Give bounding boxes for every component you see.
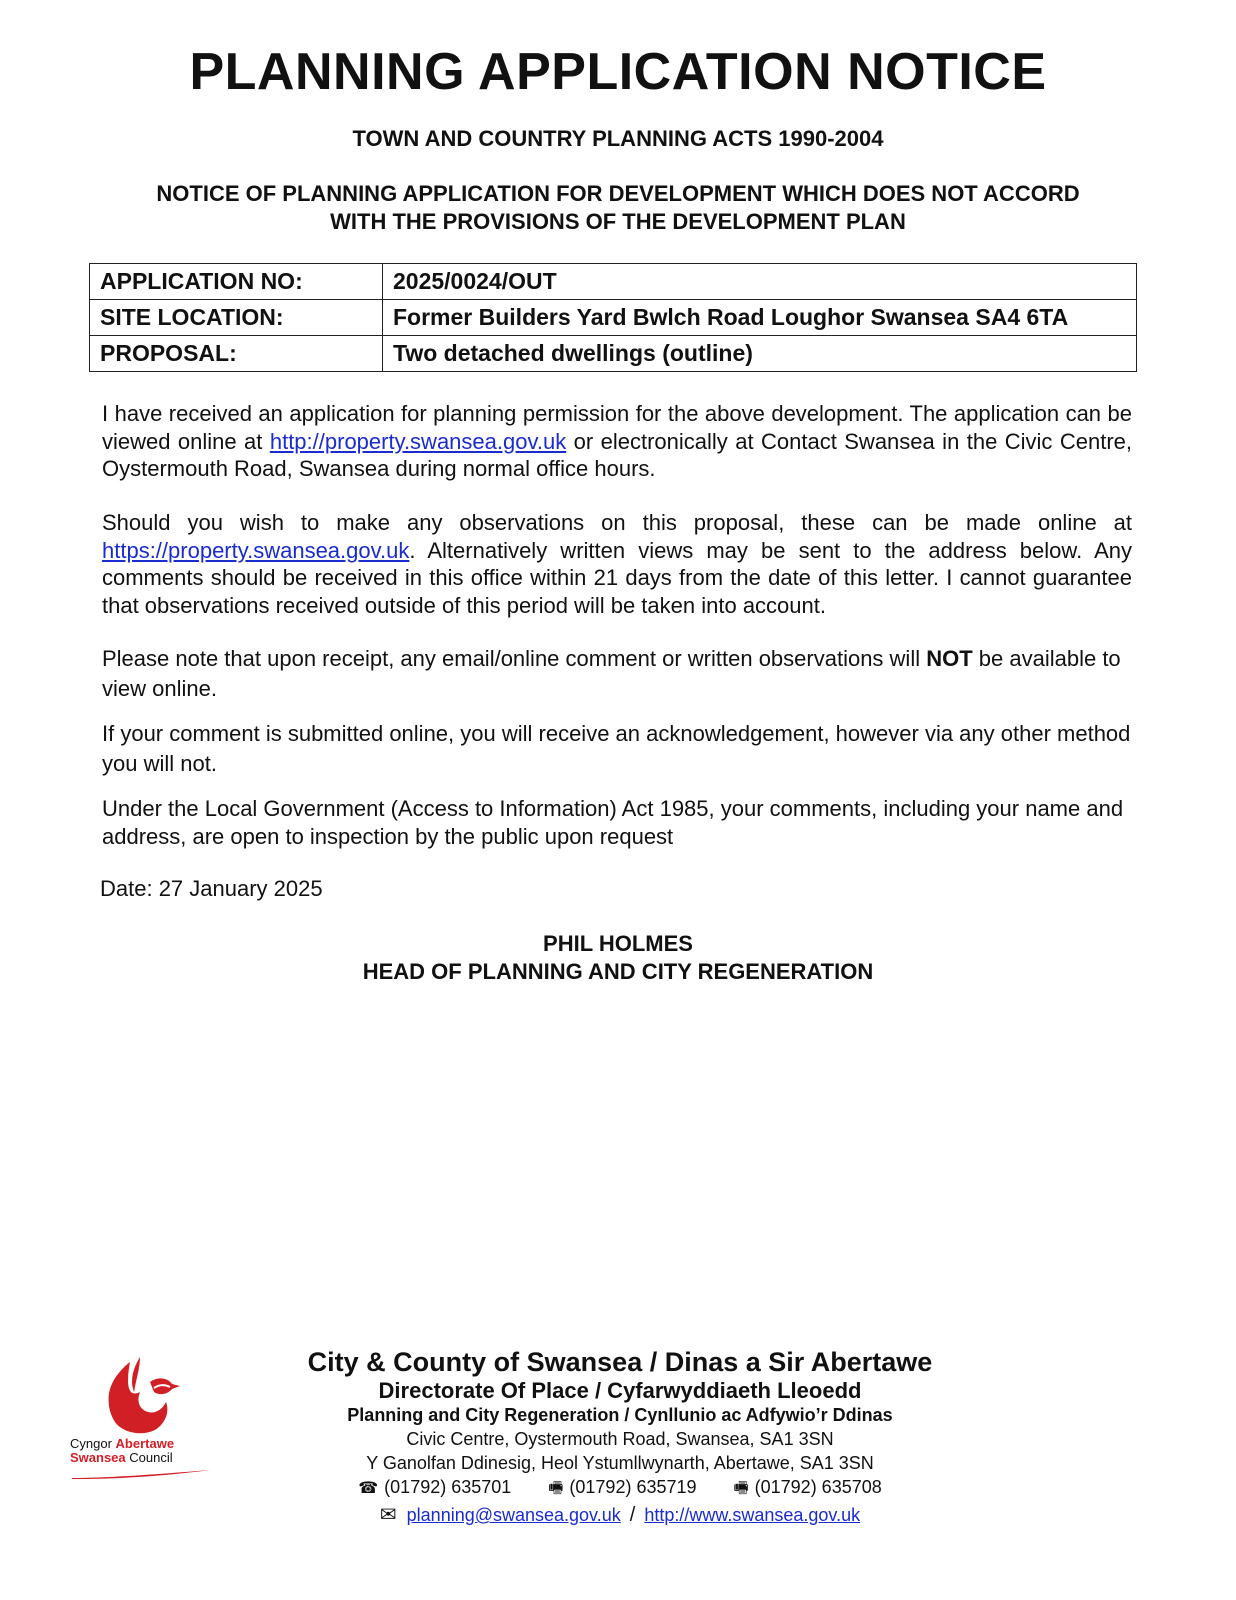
fax-number: 🖷 (01792) 635719 — [548, 1477, 697, 1497]
swansea-council-logo — [70, 1352, 220, 1492]
phone-number: ☎ (01792) 635701 — [358, 1477, 512, 1497]
email-link[interactable]: planning@swansea.gov.uk — [406, 1505, 621, 1525]
application-no-value: 2025/0024/OUT — [383, 264, 1137, 300]
signer-role: HEAD OF PLANNING AND CITY REGENERATION — [362, 959, 874, 984]
site-location-value: Former Builders Yard Bwlch Road Loughor Swansea SA4 6TA — [383, 300, 1137, 336]
footer-address-cy: Y Ganolfan Ddinesig, Heol Ystumllwynarth, Abertawe, SA1 3SN — [366, 1453, 874, 1473]
not-emphasis: NOT — [926, 646, 973, 671]
acts-heading: TOWN AND COUNTRY PLANNING ACTS 1990-2004 — [352, 126, 884, 151]
telephone-icon: ☎ — [358, 1480, 379, 1497]
footer-phones — [230, 1475, 1010, 1501]
page-title: PLANNING APPLICATION NOTICE — [189, 43, 1047, 101]
proposal-value: Two detached dwellings (outline) — [383, 336, 1137, 372]
paragraph-not-online: Please note that upon receipt, any email/online comment or written observations will NOT be available to view online. — [102, 646, 1121, 701]
property-link-https[interactable]: https://property.swansea.gov.uk — [102, 537, 410, 563]
logo-text-line-1: Cyngor Abertawe — [70, 1436, 175, 1451]
proposal-label: PROPOSAL: — [90, 336, 383, 372]
table-row — [90, 300, 1137, 336]
property-link-http[interactable]: http://property.swansea.gov.uk — [269, 428, 567, 454]
fax-icon: 🖷 — [733, 1480, 749, 1497]
notice-heading — [0, 180, 1236, 236]
footer-department: Planning and City Regeneration / Cynllunio ac Adfywio’r Ddinas — [347, 1405, 893, 1425]
fax-icon: 🖷 — [548, 1480, 564, 1497]
paragraph-access-info: Under the Local Government (Access to Information) Act 1985, your comments, including your name and address, are open to inspection by the public upon request — [102, 796, 1124, 849]
signer-name: PHIL HOLMES — [543, 931, 693, 956]
footer-org: City & County of Swansea / Dinas a Sir Abertawe — [307, 1347, 933, 1377]
paragraph-acknowledgement: If your comment is submitted online, you will receive an acknowledgement, however via any other method you will not. — [102, 721, 1131, 776]
notice-line-1: NOTICE OF PLANNING APPLICATION FOR DEVELOPMENT WHICH DOES NOT ACCORD — [156, 181, 1080, 206]
website-link[interactable]: http://www.swansea.gov.uk — [644, 1505, 861, 1525]
footer-directorate: Directorate Of Place / Cyfarwyddiaeth Lleoedd — [378, 1378, 862, 1403]
table-row — [90, 336, 1137, 372]
logo-swoosh — [70, 1468, 220, 1480]
site-location-label: SITE LOCATION: — [90, 300, 383, 336]
paragraph-observations: Should you wish to make any observations on this proposal, these can be made online at https://property.swansea.gov.uk. Alternatively written views may be sent to the address below. Any comments should be received in this office within 21 days from the date of this letter. I cannot guarantee that observations received outside of this period will be taken into account. — [102, 510, 1132, 618]
table-row — [90, 264, 1137, 300]
signature-block — [0, 930, 1236, 986]
footer-contact-block — [230, 1346, 1010, 1527]
application-no-label: APPLICATION NO: — [90, 264, 383, 300]
letter-date: Date: 27 January 2025 — [100, 876, 323, 901]
application-details-table — [89, 263, 1137, 372]
footer-address-en: Civic Centre, Oystermouth Road, Swansea, SA1 3SN — [406, 1429, 834, 1449]
logo-text-line-2: Swansea Council — [70, 1450, 173, 1465]
footer-web-contacts: ✉ planning@swansea.gov.uk / http://www.swansea.gov.uk — [379, 1504, 861, 1526]
fax-number: 🖷 (01792) 635708 — [733, 1477, 882, 1497]
envelope-icon: ✉ — [379, 1504, 397, 1526]
paragraph-received: I have received an application for planning permission for the above development. The application can be viewed online at http://property.swansea.gov.uk or electronically at Contact Swansea in the Civic Centre, Oystermouth Road, Swansea during normal office hours. — [102, 401, 1132, 481]
notice-line-2: WITH THE PROVISIONS OF THE DEVELOPMENT PLAN — [330, 209, 906, 234]
phoenix-icon — [70, 1352, 220, 1447]
